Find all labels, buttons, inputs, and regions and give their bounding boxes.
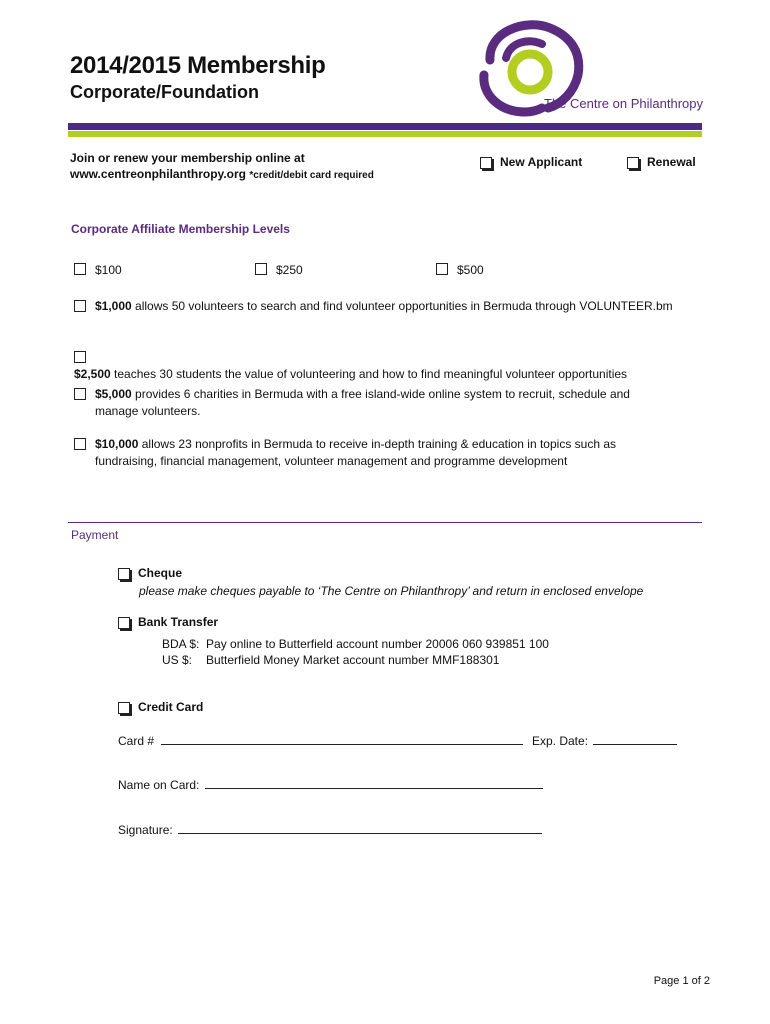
level-option-250[interactable]	[255, 262, 303, 279]
join-line: Join or renew your membership online at	[70, 151, 305, 165]
renewal-option[interactable]	[627, 155, 696, 169]
level-label: $500	[457, 263, 484, 277]
level-option-500[interactable]	[436, 262, 484, 279]
cheque-option[interactable]	[118, 566, 182, 580]
page-title: 2014/2015 Membership	[70, 52, 326, 79]
us-text: Butterfield Money Market account number MMF188301	[206, 653, 500, 667]
level-option-2500[interactable]	[74, 349, 714, 383]
level-amount: $2,500	[74, 367, 111, 381]
bank-transfer-option[interactable]	[118, 615, 218, 629]
signature-label: Signature:	[118, 823, 173, 837]
level-1000-checkbox[interactable]	[74, 300, 86, 312]
renewal-label: Renewal	[647, 155, 696, 169]
exp-date-field[interactable]	[593, 732, 677, 745]
signature-field[interactable]	[178, 821, 542, 834]
new-applicant-checkbox[interactable]	[480, 157, 492, 169]
level-500-checkbox[interactable]	[436, 263, 448, 275]
card-number-field[interactable]	[161, 732, 523, 745]
levels-heading: Corporate Affiliate Membership Levels	[71, 222, 290, 236]
renewal-checkbox[interactable]	[627, 157, 639, 169]
level-10000-checkbox[interactable]	[74, 438, 86, 450]
header-divider-purple	[68, 123, 702, 130]
page-subtitle: Corporate/Foundation	[70, 82, 259, 102]
logo-text: The Centre on Philanthropy	[544, 96, 703, 111]
name-on-card-label: Name on Card:	[118, 778, 200, 792]
level-description: teaches 30 students the value of volunteering and how to find meaningful volunteer opportunities	[114, 367, 628, 381]
level-label: $250	[276, 263, 303, 277]
cheque-note: please make cheques payable to ‘The Centre on Philanthropy’ and return in enclosed envelope	[139, 584, 644, 598]
bda-label: BDA $:	[162, 637, 200, 651]
level-2500-checkbox[interactable]	[74, 351, 86, 363]
credit-card-label: Credit Card	[138, 700, 204, 714]
payment-heading: Payment	[71, 528, 119, 542]
cheque-label: Cheque	[138, 566, 183, 580]
exp-date-label: Exp. Date:	[532, 734, 589, 748]
bank-transfer-label: Bank Transfer	[138, 615, 219, 629]
join-note: *credit/debit card required	[249, 170, 374, 181]
header-divider-green	[68, 131, 702, 137]
signature-row	[118, 821, 542, 837]
name-on-card-row	[118, 776, 543, 792]
name-on-card-field[interactable]	[205, 776, 543, 789]
level-100-checkbox[interactable]	[74, 263, 86, 275]
level-option-5000[interactable]	[74, 386, 714, 420]
card-number-row	[118, 732, 523, 748]
exp-date-row	[532, 732, 677, 748]
level-option-100[interactable]	[74, 262, 122, 279]
level-description: allows 50 volunteers to search and find volunteer opportunities in Bermuda through VOLUNTEER.bm	[135, 299, 673, 313]
new-applicant-option[interactable]	[480, 155, 582, 169]
level-label: $100	[95, 263, 122, 277]
new-applicant-label: New Applicant	[500, 155, 583, 169]
credit-card-option[interactable]	[118, 700, 203, 714]
organization-logo	[470, 20, 710, 120]
join-url[interactable]: www.centreonphilanthropy.org	[70, 167, 247, 181]
join-instructions	[70, 150, 374, 184]
level-5000-checkbox[interactable]	[74, 388, 86, 400]
card-number-label: Card #	[118, 734, 155, 748]
level-amount: $5,000	[95, 387, 132, 401]
page-number: Page 1 of 2	[653, 975, 710, 987]
credit-card-checkbox[interactable]	[118, 702, 130, 714]
level-amount: $1,000	[95, 299, 132, 313]
level-option-10000[interactable]	[74, 436, 714, 470]
level-250-checkbox[interactable]	[255, 263, 267, 275]
bank-us-line	[162, 652, 499, 669]
bank-bda-line	[162, 636, 549, 653]
us-label: US $:	[162, 653, 193, 667]
level-amount: $10,000	[95, 437, 139, 451]
level-option-1000[interactable]	[74, 298, 714, 315]
payment-divider	[68, 522, 702, 523]
bda-text: Pay online to Butterfield account number 20006 060 939851 100	[206, 637, 549, 651]
level-description: allows 23 nonprofits in Bermuda to receive in-depth training & education in topics such as fundraising, financial management, volunteer management and programme development	[95, 437, 617, 468]
level-description: provides 6 charities in Bermuda with a free island-wide online system to recruit, schedule and manage volunteers.	[95, 387, 630, 418]
bank-transfer-checkbox[interactable]	[118, 617, 130, 629]
cheque-checkbox[interactable]	[118, 568, 130, 580]
